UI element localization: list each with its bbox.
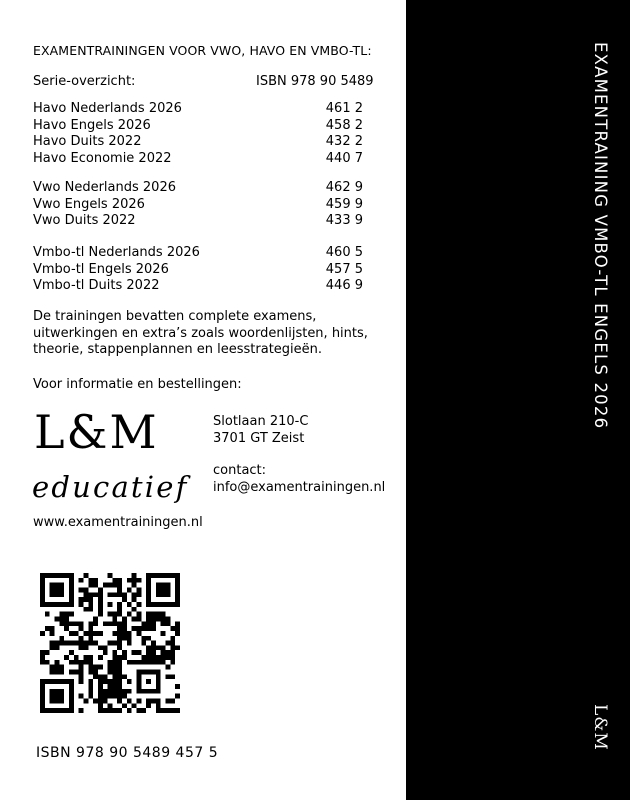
list-item	[33, 134, 363, 151]
list-item-code: 458 2	[325, 117, 363, 133]
contact-email: info@examentrainingen.nl	[213, 479, 386, 495]
list-item-title: Havo Economie 2022	[33, 150, 172, 166]
list-item-code: 446 9	[325, 278, 363, 293]
list-item-title: Vwo Duits 2022	[33, 213, 136, 228]
series-isbn-prefix: ISBN 978 90 5489	[256, 74, 374, 89]
list-item	[33, 180, 363, 197]
list-item-code: 432 2	[325, 134, 363, 149]
list-item-code: 459 9	[325, 196, 363, 212]
list-item-code: 440 7	[325, 150, 363, 166]
address-line: Slotlaan 210-C	[213, 414, 309, 429]
isbn-barcode-text: ISBN 978 90 5489 457 5	[36, 745, 219, 761]
vwo-list	[33, 180, 363, 230]
series-overview-label: Serie-overzicht:	[33, 74, 136, 89]
publisher-logo-main: L&M	[34, 405, 159, 459]
list-item-code: 461 2	[325, 101, 363, 116]
address	[213, 414, 308, 447]
list-item-code: 457 5	[325, 261, 363, 277]
description-line: theorie, stappenplannen en leesstrategieën.	[33, 342, 323, 357]
list-item-code: 460 5	[325, 245, 363, 260]
list-item	[33, 151, 363, 168]
description-line: De trainingen bevatten complete examens,	[33, 309, 317, 324]
list-item	[33, 262, 363, 279]
list-item-title: Vmbo-tl Nederlands 2026	[33, 245, 200, 260]
list-item	[33, 278, 363, 295]
spine-logo: L&M	[590, 704, 610, 751]
list-item	[33, 101, 363, 118]
list-item-title: Havo Nederlands 2026	[33, 101, 182, 116]
list-item-title: Vwo Engels 2026	[33, 196, 145, 212]
series-header: EXAMENTRAININGEN VOOR VWO, HAVO EN VMBO-TL:	[33, 43, 372, 58]
website-link: www.examentrainingen.nl	[33, 515, 203, 530]
info-label: Voor informatie en bestellingen:	[33, 377, 242, 392]
spine-title: EXAMENTRAINING VMBO-TL ENGELS 2026	[591, 42, 610, 430]
vmbo-list	[33, 245, 363, 295]
list-item-code: 433 9	[325, 213, 363, 228]
list-item-title: Vmbo-tl Engels 2026	[33, 261, 169, 277]
list-item-code: 462 9	[325, 180, 363, 195]
list-item-title: Havo Duits 2022	[33, 134, 142, 149]
contact-label: contact:	[213, 463, 267, 478]
list-item-title: Vmbo-tl Duits 2022	[33, 278, 160, 293]
list-item-title: Vwo Nederlands 2026	[33, 180, 176, 195]
list-item	[33, 245, 363, 262]
description-line: uitwerkingen en extra’s zoals woordenlijsten, hints,	[33, 325, 368, 341]
address-line: 3701 GT Zeist	[213, 430, 305, 446]
publisher-logo-sub: educatief	[32, 470, 189, 504]
list-item	[33, 213, 363, 230]
contact	[213, 463, 385, 496]
list-item-title: Havo Engels 2026	[33, 117, 151, 133]
havo-list	[33, 101, 363, 167]
qr-code-icon	[40, 573, 180, 713]
list-item	[33, 197, 363, 214]
list-item	[33, 118, 363, 135]
description	[33, 309, 368, 359]
